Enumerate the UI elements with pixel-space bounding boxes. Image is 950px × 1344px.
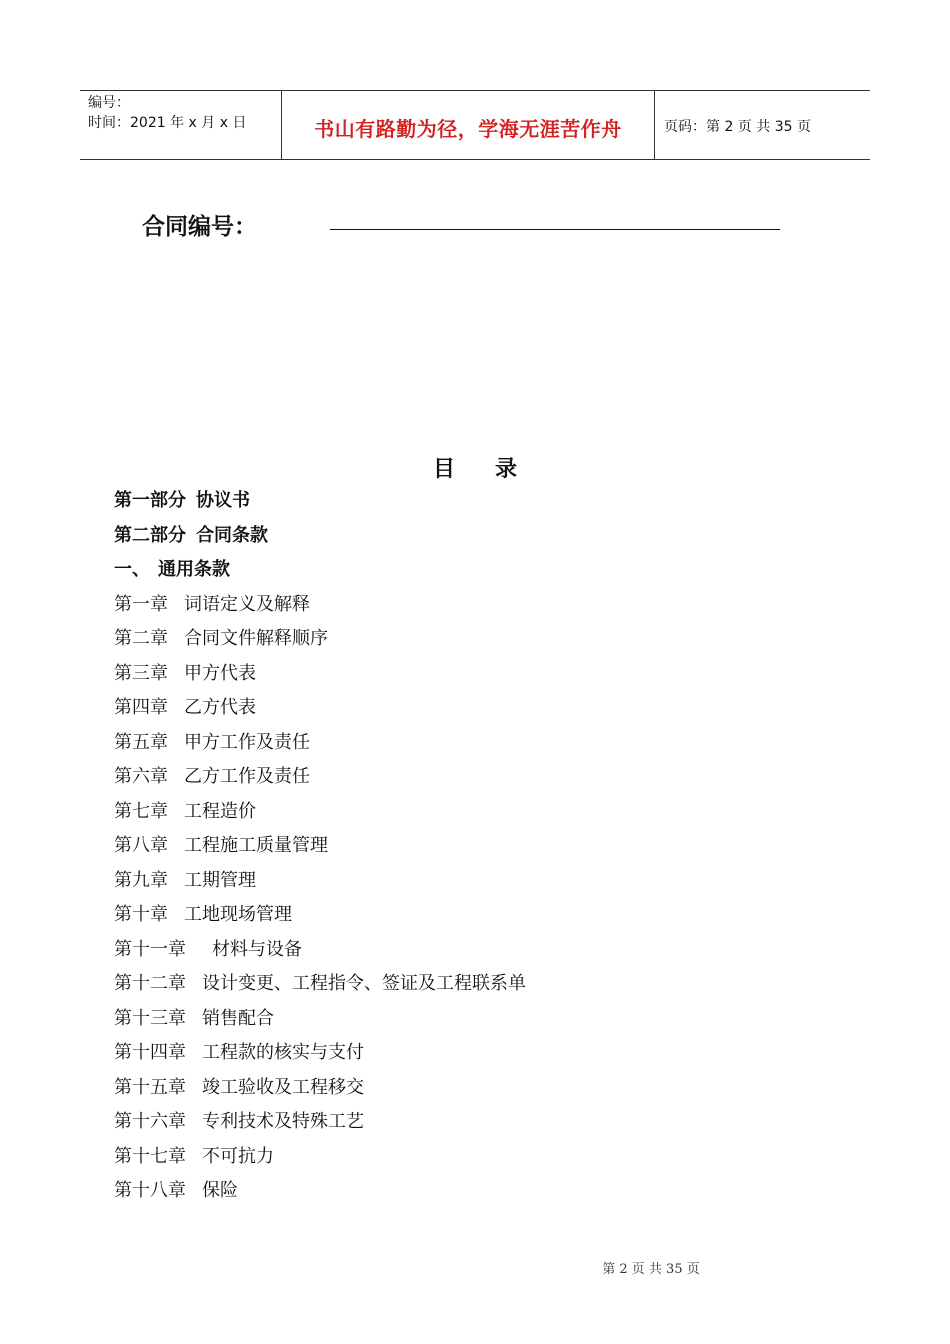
toc-item-label: 第七章 bbox=[114, 800, 168, 822]
toc-title-char: 录 bbox=[495, 457, 518, 482]
toc-item bbox=[114, 795, 526, 830]
header-number-label: 编号： bbox=[88, 95, 130, 111]
toc-item-label: 第一部分 bbox=[114, 490, 186, 511]
toc-item-text: 专利技术及特殊工艺 bbox=[202, 1111, 364, 1132]
toc-item bbox=[114, 484, 526, 519]
toc-item-text: 销售配合 bbox=[202, 1007, 274, 1029]
contract-number-label: 合同编号： bbox=[142, 214, 257, 240]
toc-item bbox=[114, 1105, 526, 1140]
toc-item bbox=[114, 553, 526, 588]
toc-item-label: 第四章 bbox=[114, 697, 168, 718]
toc-item-text: 材料与设备 bbox=[212, 938, 302, 960]
toc-item-label: 第三章 bbox=[114, 662, 168, 684]
toc-item-label: 第十三章 bbox=[114, 1007, 186, 1029]
toc-item-label: 第十一章 bbox=[114, 938, 186, 960]
toc-item-label: 第十五章 bbox=[114, 1076, 186, 1098]
table-of-contents bbox=[114, 484, 526, 1209]
toc-item-text: 乙方工作及责任 bbox=[184, 766, 310, 787]
header-page-info: 页码：第 2 页 共 35 页 bbox=[664, 119, 811, 135]
toc-item-label: 第十四章 bbox=[114, 1042, 186, 1063]
toc-item-text: 设计变更、工程指令、签证及工程联系单 bbox=[202, 973, 526, 994]
page-footer: 第 2 页 共 35 页 bbox=[602, 1262, 700, 1277]
toc-title-char: 目 bbox=[432, 457, 455, 482]
toc-item-text: 不可抗力 bbox=[202, 1145, 274, 1167]
toc-item-label: 第十章 bbox=[114, 904, 168, 925]
toc-item bbox=[114, 1140, 526, 1175]
toc-item-text: 工地现场管理 bbox=[184, 904, 292, 925]
header-meta bbox=[88, 93, 246, 133]
header-time-label: 时间：2021 年 x 月 x 日 bbox=[88, 115, 247, 131]
toc-item bbox=[114, 760, 526, 795]
toc-item-text: 甲方工作及责任 bbox=[184, 731, 310, 753]
toc-item-text: 合同条款 bbox=[196, 524, 268, 546]
toc-item-text: 乙方代表 bbox=[184, 697, 256, 718]
toc-item-label: 第九章 bbox=[114, 869, 168, 891]
toc-item-text: 合同文件解释顺序 bbox=[184, 628, 328, 649]
page-header bbox=[80, 90, 870, 160]
toc-item bbox=[114, 1174, 526, 1209]
toc-item bbox=[114, 519, 526, 554]
toc-item-text: 甲方代表 bbox=[184, 662, 256, 684]
toc-item bbox=[114, 1071, 526, 1106]
toc-item-label: 第八章 bbox=[114, 835, 168, 856]
toc-item-text: 工程施工质量管理 bbox=[184, 835, 328, 856]
toc-item-text: 协议书 bbox=[196, 490, 250, 511]
toc-item bbox=[114, 588, 526, 623]
toc-title bbox=[0, 452, 950, 483]
toc-item-label: 第十六章 bbox=[114, 1111, 186, 1132]
toc-item bbox=[114, 657, 526, 692]
toc-item-text: 保险 bbox=[202, 1180, 238, 1201]
toc-item bbox=[114, 864, 526, 899]
toc-item-text: 工期管理 bbox=[184, 869, 256, 891]
toc-item-text: 竣工验收及工程移交 bbox=[202, 1076, 364, 1098]
toc-item-label: 第六章 bbox=[114, 766, 168, 787]
toc-item-text: 工程款的核实与支付 bbox=[202, 1042, 364, 1063]
header-divider bbox=[654, 91, 655, 159]
toc-item-label: 第十七章 bbox=[114, 1145, 186, 1167]
toc-item bbox=[114, 691, 526, 726]
toc-item bbox=[114, 967, 526, 1002]
toc-item bbox=[114, 933, 526, 968]
toc-item-text: 通用条款 bbox=[158, 559, 230, 580]
contract-number-blank-line bbox=[330, 229, 780, 230]
toc-item-label: 一、 bbox=[114, 559, 150, 580]
toc-item bbox=[114, 622, 526, 657]
toc-item-label: 第二部分 bbox=[114, 524, 186, 546]
toc-item bbox=[114, 1002, 526, 1037]
toc-item-label: 第二章 bbox=[114, 628, 168, 649]
toc-item bbox=[114, 1036, 526, 1071]
toc-item-label: 第一章 bbox=[114, 593, 168, 615]
header-motto: 书山有路勤为径，学海无涯苦作舟 bbox=[314, 117, 622, 141]
toc-item bbox=[114, 726, 526, 761]
toc-item-label: 第五章 bbox=[114, 731, 168, 753]
toc-item bbox=[114, 898, 526, 933]
toc-item-text: 工程造价 bbox=[184, 800, 256, 822]
toc-item-label: 第十二章 bbox=[114, 973, 186, 994]
toc-item-label: 第十八章 bbox=[114, 1180, 186, 1201]
toc-item bbox=[114, 829, 526, 864]
toc-item-text: 词语定义及解释 bbox=[184, 593, 310, 615]
